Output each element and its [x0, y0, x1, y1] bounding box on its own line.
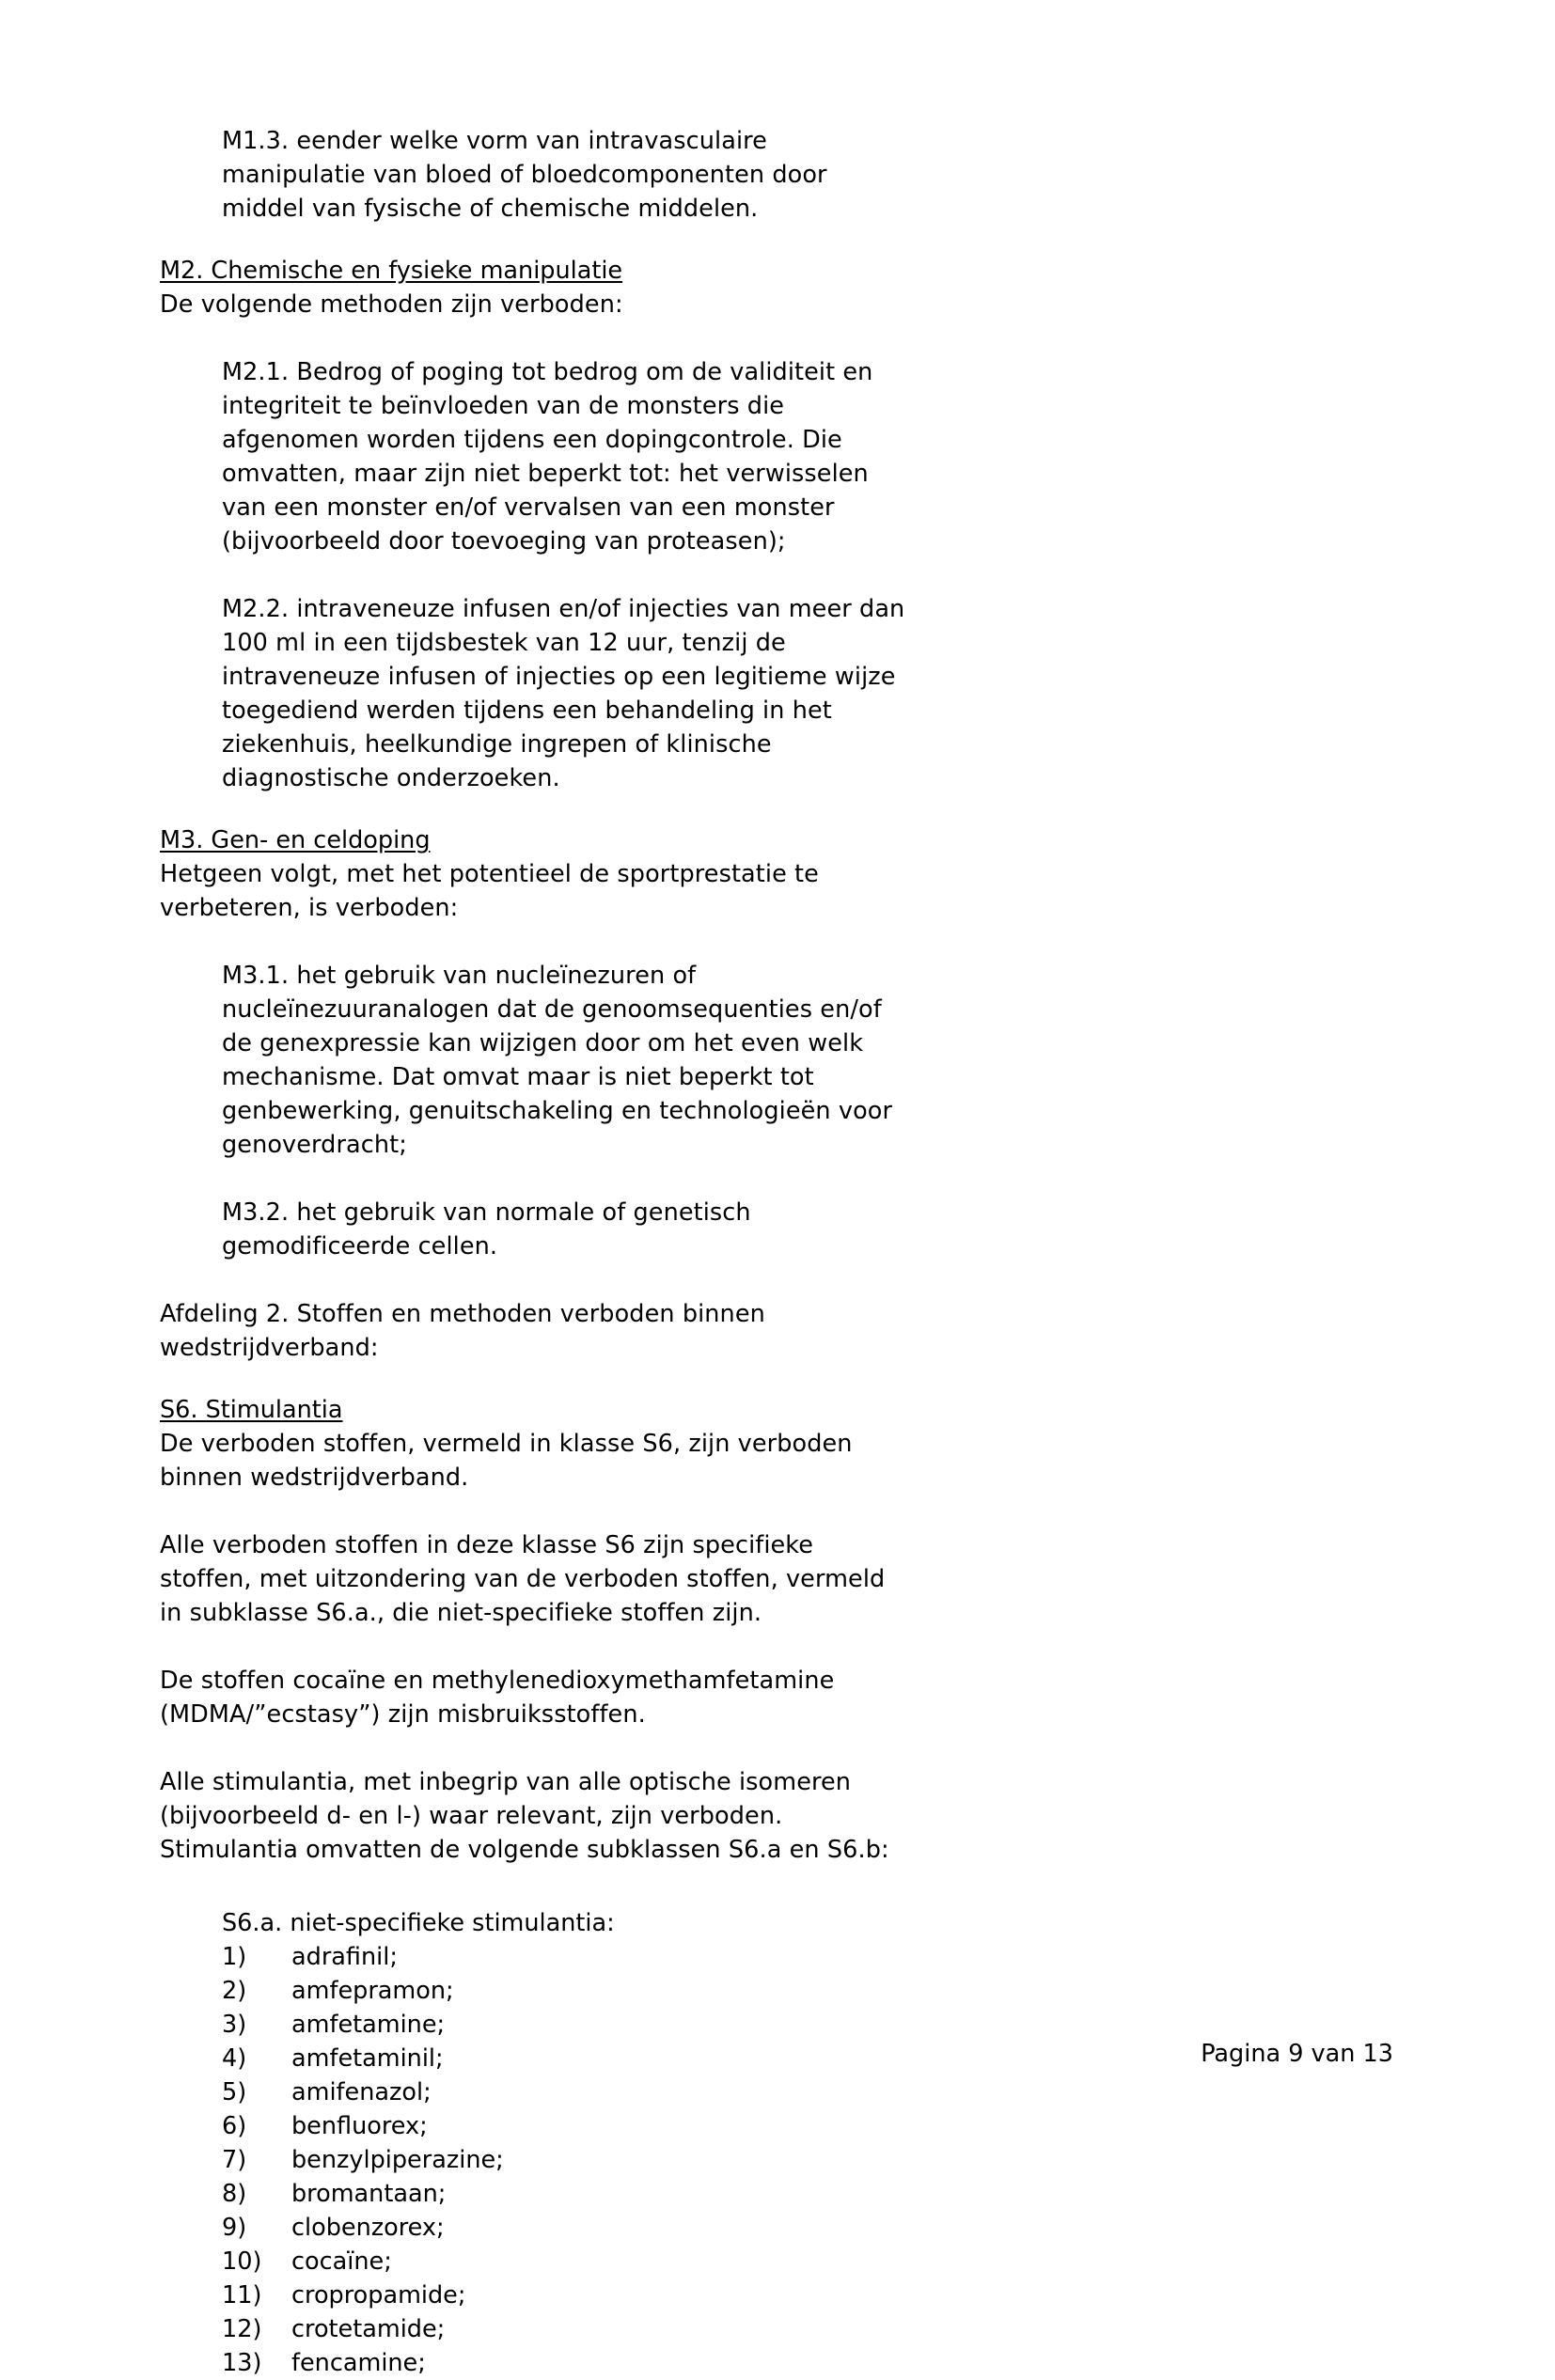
spacer — [160, 1495, 1194, 1528]
list-item-label: benzylpiperazine; — [291, 2146, 504, 2174]
paragraph-afdeling-2: Afdeling 2. Stoffen en methoden verboden binnen wedstrijdverband: — [160, 1300, 765, 1362]
sublist-title-s6a: S6.a. niet-specifieke stimulantia: — [222, 1909, 615, 1937]
spacer — [160, 1630, 1194, 1664]
spacer — [160, 558, 1194, 592]
list-item-number: 4) — [222, 2044, 247, 2073]
list-item — [222, 2211, 1194, 2245]
paragraph-s6-2: Alle verboden stoffen in deze klasse S6 zijn specifieke stoffen, met uitzondering van de verboden stoffen, vermeld in subklasse S6.a., die niet-specifieke stoffen zijn. — [160, 1531, 886, 1627]
paragraph-m2-intro: De volgende methoden zijn verboden: — [160, 290, 623, 319]
paragraph-m3-1: M3.1. het gebruik van nucleïnezuren of nucleïnezuuranalogen dat de genoomsequenties en/of de genexpressie kan wijzigen door om het even welk mechanisme. Dat omvat maar is niet beperkt tot genbewerking, genuitschakeling en technologieën voor genoverdracht; — [222, 962, 893, 1159]
list-item-label: bromantaan; — [291, 2180, 447, 2208]
spacer — [160, 1365, 1194, 1393]
list-item-number: 5) — [222, 2078, 247, 2106]
stimulants-list — [222, 1940, 1194, 2380]
list-item-number: 1) — [222, 1943, 247, 1971]
list-item-label: cropropamide; — [291, 2281, 466, 2310]
paragraph-s6-4: Alle stimulantia, met inbegrip van alle optische isomeren (bijvoorbeeld d- en l-) waar relevant, zijn verboden. Stimulantia omvatten de volgende subklassen S6.a en S6.b: — [160, 1768, 889, 1864]
paragraph-s6-1: De verboden stoffen, vermeld in klasse S6, zijn verboden binnen wedstrijdverband. — [160, 1430, 853, 1492]
spacer — [160, 925, 1194, 959]
section-heading-m3: M3. Gen- en celdoping — [160, 826, 431, 854]
section-heading-s6-wrap — [160, 1393, 1194, 1427]
spacer — [160, 226, 1194, 254]
spacer — [160, 1867, 1194, 1906]
list-item-number: 11) — [222, 2281, 262, 2310]
list-item-number: 10) — [222, 2247, 262, 2276]
list-item-label: adrafinil; — [291, 1943, 398, 1971]
section-heading-m2: M2. Chemische en fysieke manipulatie — [160, 257, 623, 285]
list-item — [222, 2008, 1194, 2042]
paragraph-m2-1: M2.1. Bedrog of poging tot bedrog om de validiteit en integriteit te beïnvloeden van de monsters die afgenomen worden tijdens een dopingcontrole. Die omvatten, maar zijn niet beperkt tot: het verwisselen van een monster en/of vervalsen van een monster (bijvoorbeeld door toevoeging van proteasen); — [222, 358, 873, 556]
paragraph-m3-intro: Hetgeen volgt, met het potentieel de sportprestatie te verbeteren, is verboden: — [160, 860, 819, 922]
list-item — [222, 1940, 1194, 1974]
list-item — [222, 1974, 1194, 2008]
spacer — [160, 1731, 1194, 1765]
page-content — [160, 124, 1194, 2380]
list-item-label: amfetamine; — [291, 2011, 446, 2039]
list-item — [222, 2177, 1194, 2211]
list-item — [222, 2245, 1194, 2278]
paragraph-s6-3: De stoffen cocaïne en methylenedioxymethamfetamine (MDMA/”ecstasy”) zijn misbruiksstoffen. — [160, 1667, 835, 1729]
list-item — [222, 2143, 1194, 2177]
spacer — [160, 795, 1194, 823]
list-item-number: 12) — [222, 2315, 262, 2343]
list-item-label: amfetaminil; — [291, 2044, 444, 2073]
list-item-number: 2) — [222, 1977, 247, 2005]
list-item — [222, 2346, 1194, 2380]
list-item-label: benfluorex; — [291, 2112, 428, 2140]
paragraph-m1-3: M1.3. eender welke vorm van intravasculaire manipulatie van bloed of bloedcomponenten door middel van fysische of chemische middelen. — [222, 127, 827, 223]
list-item — [222, 2109, 1194, 2143]
list-item-number: 6) — [222, 2112, 247, 2140]
list-item — [222, 2278, 1194, 2312]
page-footer: Pagina 9 van 13 — [1201, 2040, 1393, 2068]
list-item-number: 7) — [222, 2146, 247, 2174]
spacer — [160, 1162, 1194, 1196]
list-item-number: 9) — [222, 2214, 247, 2242]
list-item — [222, 2042, 1194, 2075]
spacer — [160, 321, 1194, 355]
spacer — [160, 1263, 1194, 1297]
list-item — [222, 2075, 1194, 2109]
list-item-label: amfepramon; — [291, 1977, 454, 2005]
list-item-label: clobenzorex; — [291, 2214, 445, 2242]
list-item-label: cocaïne; — [291, 2247, 392, 2276]
list-item-number: 8) — [222, 2180, 247, 2208]
paragraph-m3-2: M3.2. het gebruik van normale of genetisch gemodificeerde cellen. — [222, 1198, 751, 1260]
list-item-number: 13) — [222, 2349, 262, 2377]
section-heading-s6: S6. Stimulantia — [160, 1396, 343, 1424]
list-item-label: crotetamide; — [291, 2315, 446, 2343]
list-item-number: 3) — [222, 2011, 247, 2039]
list-item-label: amifenazol; — [291, 2078, 432, 2106]
section-heading-m2-wrap — [160, 254, 1194, 288]
list-item — [222, 2312, 1194, 2346]
paragraph-m2-2: M2.2. intraveneuze infusen en/of injecties van meer dan 100 ml in een tijdsbestek van 12 uur, tenzij de intraveneuze infusen of injecties op een legitieme wijze toegediend werden tijdens een behandeling in het ziekenhuis, heelkundige ingrepen of klinische diagnostische onderzoeken. — [222, 595, 905, 792]
section-heading-m3-wrap — [160, 823, 1194, 857]
list-item-label: fencamine; — [291, 2349, 426, 2377]
